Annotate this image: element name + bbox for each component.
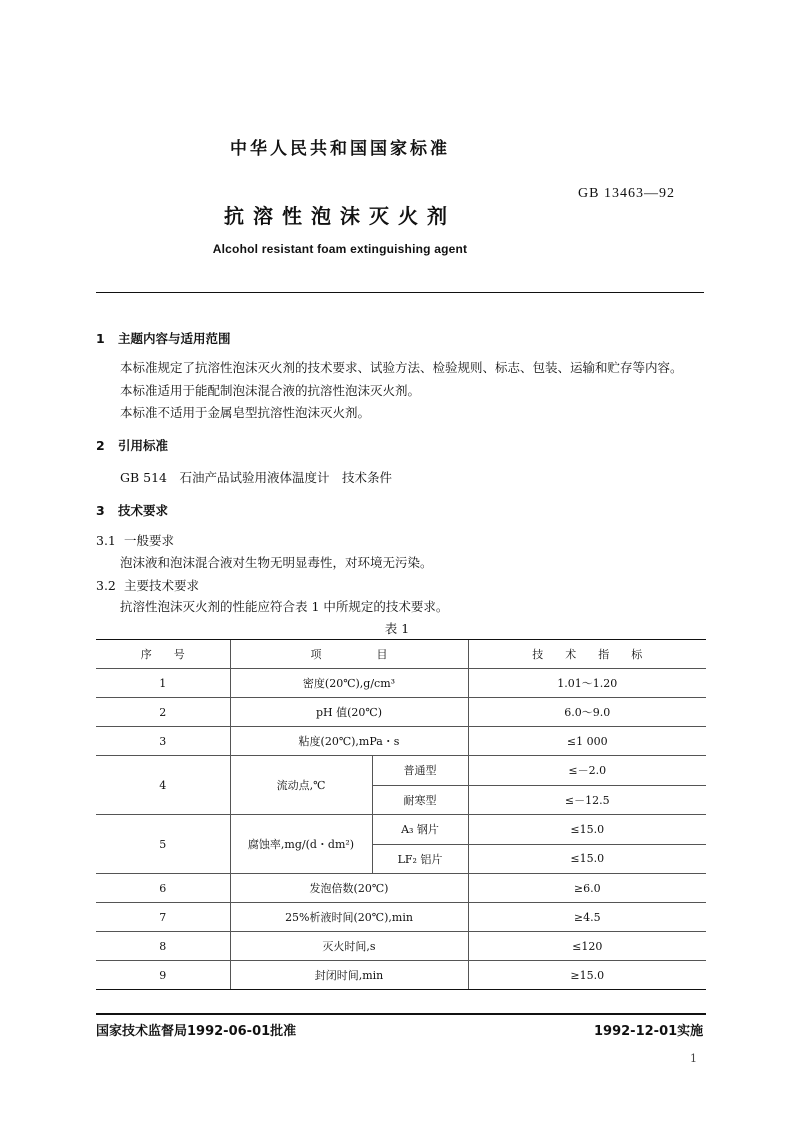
cell-seq: 1 [96, 669, 230, 698]
subsection-title: 一般要求 [124, 533, 175, 548]
normative-reference: GB 514 石油产品试验用液体温度计 技术条件 [120, 470, 393, 485]
cell-seq: 5 [96, 815, 230, 874]
page-number: 1 [690, 1052, 697, 1065]
subsection-3-2-heading [96, 576, 199, 594]
subsection-3-1-text: 泡沫液和泡沫混合液对生物无明显毒性，对环境无污染。 [120, 555, 433, 570]
cell-seq: 8 [96, 932, 230, 961]
cell-item: 封闭时间,min [230, 961, 468, 990]
table-row [96, 903, 706, 932]
cell-seq: 7 [96, 903, 230, 932]
subsection-3-2-text: 抗溶性泡沫灭火剂的性能应符合表 1 中所规定的技术要求。 [120, 599, 449, 614]
table-row [96, 932, 706, 961]
section-title: 技术要求 [118, 503, 169, 518]
section-1-para-2: 本标准适用于能配制泡沫混合液的抗溶性泡沫灭火剂。 [120, 383, 421, 398]
cell-spec: ≤15.0 [468, 815, 706, 845]
spec-table [96, 639, 706, 990]
standard-code: GB 13463—92 [578, 186, 675, 201]
subsection-number: 3.1 [96, 533, 116, 548]
cell-item: pH 值(20℃) [230, 698, 468, 727]
cell-item: 发泡倍数(20℃) [230, 874, 468, 903]
cell-spec: ≥15.0 [468, 961, 706, 990]
cell-seq: 4 [96, 756, 230, 815]
effective-date: 1992-12-01实施 [594, 1024, 704, 1039]
cell-item: 流动点,℃ [230, 756, 372, 815]
cell-item: 25%析液时间(20℃),min [230, 903, 468, 932]
cell-seq: 2 [96, 698, 230, 727]
cell-subitem: A₃ 钢片 [372, 815, 468, 845]
table-row [96, 874, 706, 903]
section-3-heading [96, 501, 168, 519]
section-1-para-1: 本标准规定了抗溶性泡沫灭火剂的技术要求、试验方法、检验规则、标志、包装、运输和贮存等内容。 [120, 360, 683, 375]
cell-spec: 6.0～9.0 [468, 698, 706, 727]
section-title: 主题内容与适用范围 [118, 331, 231, 346]
cell-item: 密度(20℃),g/cm³ [230, 669, 468, 698]
cell-spec: ≤－2.0 [468, 756, 706, 786]
table-header-row [96, 640, 706, 669]
cell-seq: 3 [96, 727, 230, 756]
cell-seq: 9 [96, 961, 230, 990]
cell-subitem: 耐寒型 [372, 785, 468, 815]
cell-spec: ≥6.0 [468, 874, 706, 903]
document-title-en: Alcohol resistant foam extinguishing agent [212, 242, 468, 256]
cell-item: 粘度(20℃),mPa・s [230, 727, 468, 756]
cell-spec: ≤1 000 [468, 727, 706, 756]
cell-spec: ≥4.5 [468, 903, 706, 932]
document-title-cn: 抗溶性泡沫灭火剂 [224, 204, 456, 228]
section-2-heading [96, 436, 168, 454]
cell-spec: ≤－12.5 [468, 785, 706, 815]
table-row [96, 698, 706, 727]
subsection-number: 3.2 [96, 578, 116, 593]
subsection-3-1-heading [96, 531, 174, 549]
cell-seq: 6 [96, 874, 230, 903]
cell-item: 腐蚀率,mg/(d・dm²) [230, 815, 372, 874]
table-caption: 表 1 [384, 621, 410, 636]
cell-subitem: LF₂ 铝片 [372, 844, 468, 874]
table-row [96, 756, 706, 786]
cell-spec: 1.01～1.20 [468, 669, 706, 698]
section-1-heading [96, 329, 231, 347]
cell-item: 灭火时间,s [230, 932, 468, 961]
table-row [96, 961, 706, 990]
section-number: 1 [96, 331, 105, 346]
national-standard-heading: 中华人民共和国国家标准 [230, 139, 450, 159]
header-item: 项 目 [230, 640, 468, 669]
footer-divider [96, 1013, 706, 1015]
header-seq: 序 号 [96, 640, 230, 669]
section-1-para-3: 本标准不适用于金属皂型抗溶性泡沫灭火剂。 [120, 405, 371, 420]
table-row [96, 727, 706, 756]
cell-subitem: 普通型 [372, 756, 468, 786]
header-spec: 技 术 指 标 [468, 640, 706, 669]
table-row [96, 669, 706, 698]
cell-spec: ≤15.0 [468, 844, 706, 874]
section-title: 引用标准 [118, 438, 169, 453]
section-number: 3 [96, 503, 105, 518]
approval-line: 国家技术监督局1992-06-01批准 [96, 1024, 297, 1039]
header-divider [96, 292, 704, 293]
cell-spec: ≤120 [468, 932, 706, 961]
table-row [96, 815, 706, 845]
subsection-title: 主要技术要求 [124, 578, 200, 593]
section-number: 2 [96, 438, 105, 453]
